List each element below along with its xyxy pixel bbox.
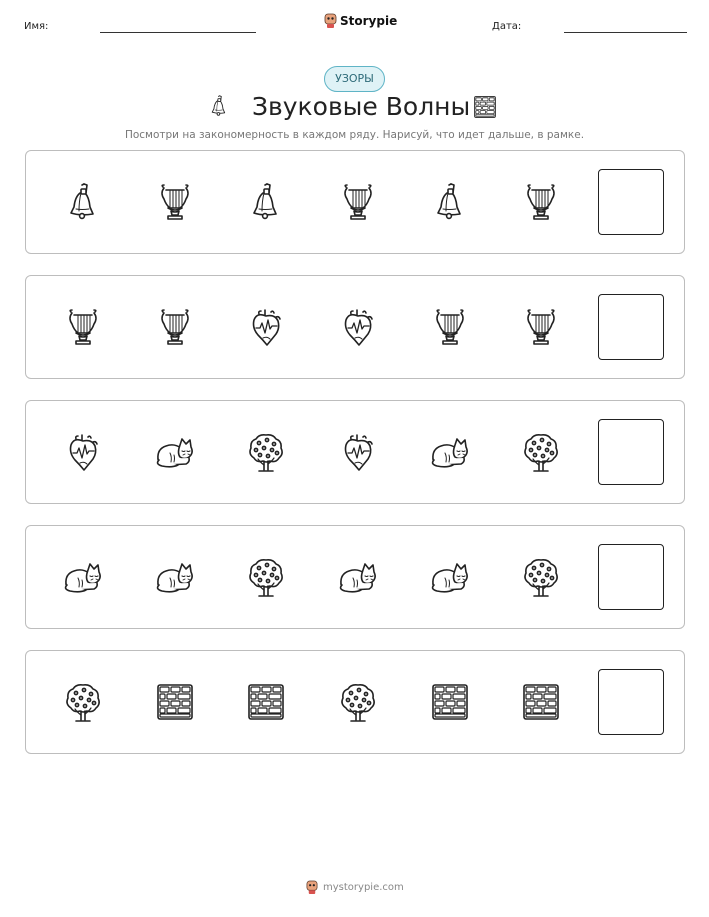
heart-icon xyxy=(243,304,289,350)
cat-icon xyxy=(335,554,381,600)
lyre-icon xyxy=(335,179,381,225)
footer xyxy=(306,880,404,895)
cat-icon xyxy=(152,554,198,600)
page-title: Звуковые Волны xyxy=(252,92,471,121)
lyre-icon xyxy=(60,304,106,350)
lyre-icon xyxy=(427,304,473,350)
answer-box[interactable] xyxy=(598,169,664,235)
brand-name: Storypie xyxy=(340,14,398,28)
bell-icon xyxy=(60,179,106,225)
answer-box[interactable] xyxy=(598,669,664,735)
storypie-mascot-icon xyxy=(324,13,337,29)
lyre-icon xyxy=(518,179,564,225)
storypie-logo xyxy=(324,13,397,29)
tree-icon xyxy=(518,554,564,600)
pattern-row xyxy=(25,150,685,254)
pattern-row xyxy=(25,525,685,629)
bell-icon xyxy=(427,179,473,225)
lyre-icon xyxy=(152,179,198,225)
cat-icon xyxy=(427,554,473,600)
tree-icon xyxy=(243,429,289,475)
bell-icon xyxy=(243,179,289,225)
answer-box[interactable] xyxy=(598,419,664,485)
cat-icon xyxy=(152,429,198,475)
footer-url[interactable]: mystorypie.com xyxy=(323,882,404,893)
storypie-mascot-icon xyxy=(306,880,318,895)
bricks-icon xyxy=(152,679,198,725)
date-label: Дата: xyxy=(492,21,522,32)
tree-icon xyxy=(243,554,289,600)
cat-icon xyxy=(60,554,106,600)
tree-icon xyxy=(518,429,564,475)
tree-icon xyxy=(60,679,106,725)
tree-icon xyxy=(335,679,381,725)
pattern-row xyxy=(25,650,685,754)
heart-icon xyxy=(335,304,381,350)
date-field-line[interactable] xyxy=(564,32,687,33)
brick-wall-icon xyxy=(470,93,500,125)
lyre-icon xyxy=(518,304,564,350)
name-label: Имя: xyxy=(24,21,49,32)
category-badge: УЗОРЫ xyxy=(324,66,385,92)
bricks-icon xyxy=(518,679,564,725)
cat-icon xyxy=(427,429,473,475)
heart-icon xyxy=(60,429,106,475)
bricks-icon xyxy=(427,679,473,725)
bricks-icon xyxy=(243,679,289,725)
lyre-icon xyxy=(152,304,198,350)
pattern-row xyxy=(25,400,685,504)
answer-box[interactable] xyxy=(598,294,664,360)
heart-icon xyxy=(335,429,381,475)
instructions: Посмотри на закономерность в каждом ряду. Нарисуй, что идет дальше, в рамке. xyxy=(124,129,585,141)
answer-box[interactable] xyxy=(598,544,664,610)
name-field-line[interactable] xyxy=(100,32,256,33)
pattern-row xyxy=(25,275,685,379)
bell-icon xyxy=(206,90,232,126)
